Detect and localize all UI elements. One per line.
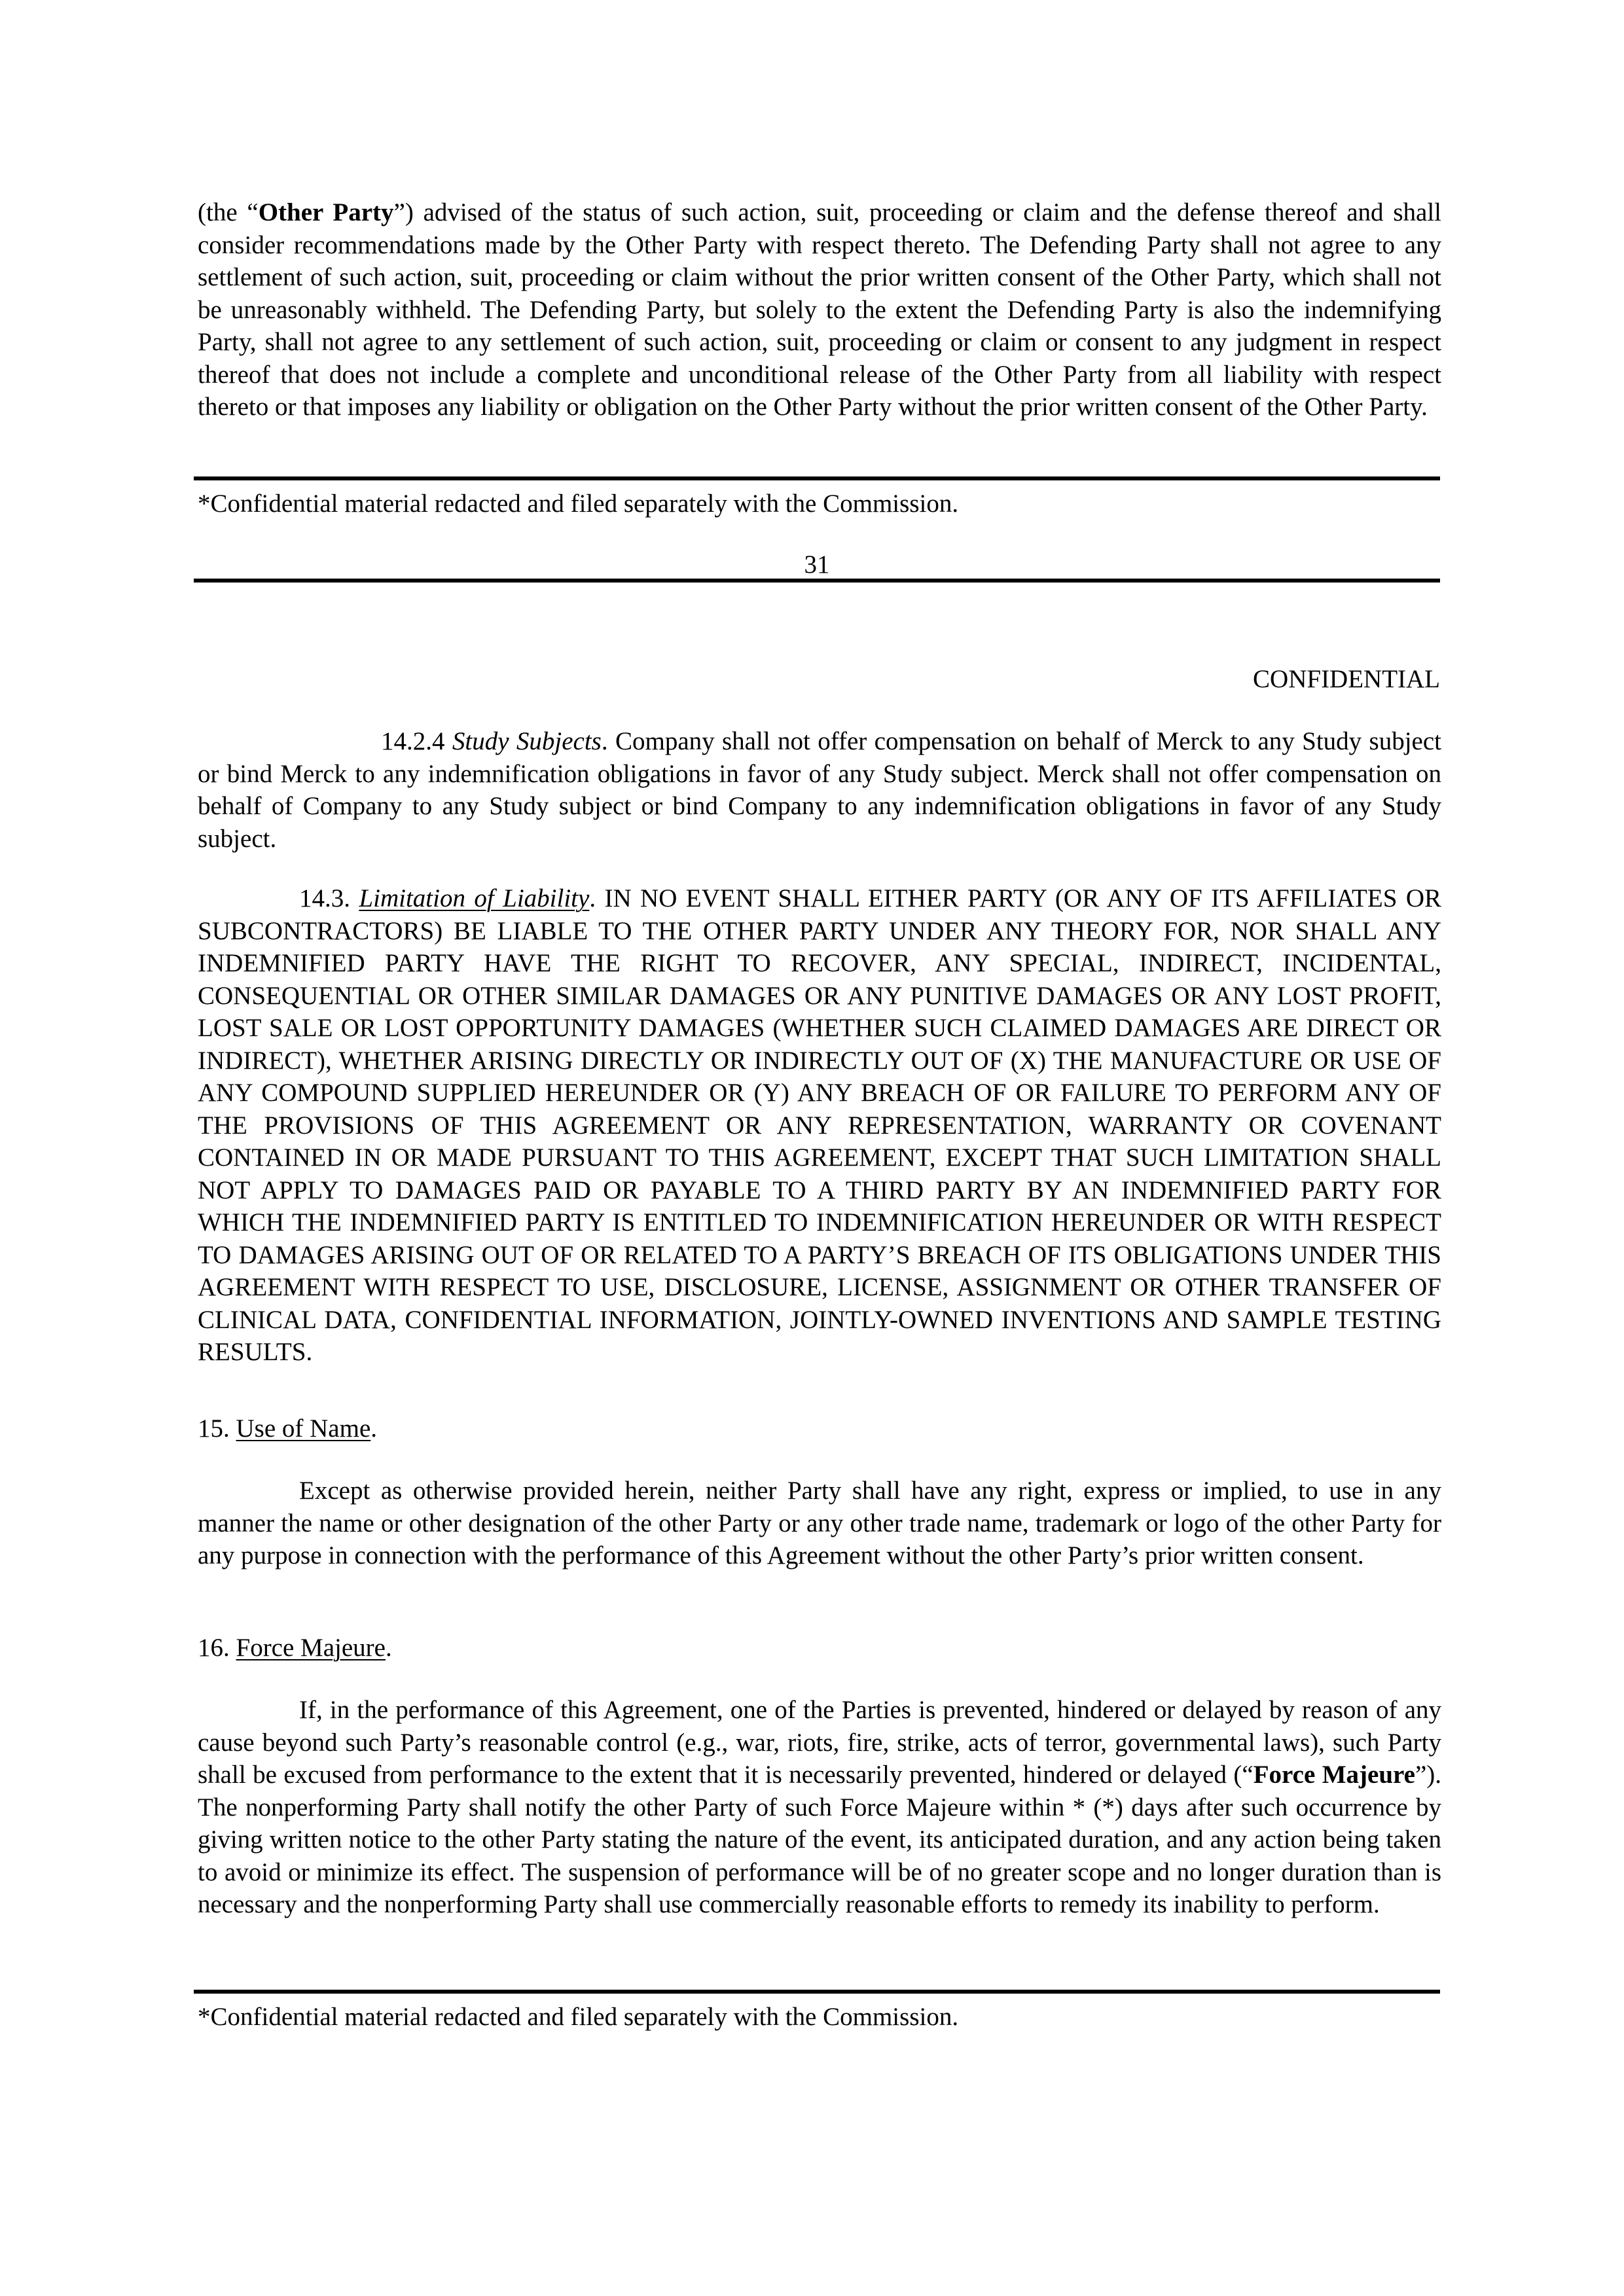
page-number: 31 — [804, 550, 830, 579]
section-number: 16. — [198, 1634, 236, 1662]
heading-period: . — [370, 1414, 378, 1443]
continued-paragraph — [198, 196, 1441, 423]
section-text: . Company shall not offer compensation on behalf of Merck to any Study subject or bind Merck to any indemnification obligations in favor of any Study subject. Merck shall not offer compensation on behalf of Company to any Study subject or bind Company to any indemnification obligations in favor of any Study subject. — [198, 727, 1442, 853]
footnote-separator-rule — [194, 476, 1440, 480]
text-run: If, in the performance of this Agreement, one of the Parties is prevented, hindered or delayed by reason of any cause beyond such Party’s reasonable control (e.g., war, riots, fire, strike, acts of terror, governmental laws), such Party shall be excused from performance to the extent that it is necessarily prevented, hindered or delayed (“ — [198, 1696, 1441, 1789]
footnote-2 — [198, 2001, 1441, 2034]
paragraph-limitation-of-liability — [198, 882, 1441, 1369]
text-run: (the “ — [198, 198, 259, 226]
section-16-heading — [198, 1632, 1441, 1664]
section-15-heading — [198, 1412, 1441, 1445]
section-number: 15. — [198, 1414, 236, 1443]
page-break-rule — [194, 579, 1440, 583]
section-title: Limitation of Liability — [359, 884, 590, 912]
section-15-body — [198, 1475, 1441, 1572]
section-title: Use of Name — [236, 1414, 371, 1443]
section-14-3 — [198, 882, 1441, 1369]
footnote — [198, 488, 1441, 520]
heading-period: . — [385, 1634, 392, 1662]
paragraph-other-party — [198, 196, 1441, 423]
footnote-text: *Confidential material redacted and filed separately with the Commission. — [198, 490, 959, 518]
section-number: 14.2.4 — [381, 727, 452, 755]
confidential-header: CONFIDENTIAL — [1253, 665, 1440, 693]
section-title: Study Subjects — [452, 727, 602, 755]
heading-force-majeure — [198, 1632, 1441, 1664]
footnote-text: *Confidential material redacted and filed separately with the Commission. — [198, 2003, 959, 2031]
paragraph-use-of-name: Except as otherwise provided herein, neither Party shall have any right, express or implied, to use in any manner the name or other designation of the other Party or any other trade name, trademark or logo of the other Party for any purpose in connection with the performance of this Agreement without the other Party’s prior written consent. — [198, 1477, 1441, 1570]
defined-term-force-majeure: Force Majeure — [1253, 1761, 1415, 1789]
paragraph-force-majeure — [198, 1694, 1441, 1921]
text-run: ”) advised of the status of such action, suit, proceeding or claim and the defense thereof and shall consider recommendations made by the Other Party with respect thereto. The Defending Party shall not agree to any settlement of such action, suit, proceeding or claim without the prior written consent of the Other Party, which shall not be unreasonably withheld. The Defending Party, but solely to the extent the Defending Party is also the indemnifying Party, shall not agree to any settlement of such action, suit, proceeding or claim or consent to any judgment in respect thereof that does not include a complete and unconditional release of the Other Party from all liability with respect thereto or that imposes any liability or obligation on the Other Party without the prior written consent of the Other Party. — [198, 198, 1441, 421]
defined-term-other-party: Other Party — [258, 198, 394, 226]
heading-use-of-name — [198, 1412, 1441, 1445]
section-text: . IN NO EVENT SHALL EITHER PARTY (OR ANY OF ITS AFFILIATES OR SUBCONTRACTORS) BE LIABLE TO THE OTHER PARTY UNDER ANY THEORY FOR, NOR SHALL ANY INDEMNIFIED PARTY HAVE THE RIGHT TO RECOVER, ANY SPECIAL, INDIRECT, INCIDENTAL, CONSEQUENTIAL OR OTHER SIMILAR DAMAGES OR ANY PUNITIVE DAMAGES OR ANY LOST PROFIT, LOST SALE OR LOST OPPORTUNITY DAMAGES (WHETHER SUCH CLAIMED DAMAGES ARE DIRECT OR INDIRECT), WHETHER ARISING DIRECTLY OR INDIRECTLY OUT OF (X) THE MANUFACTURE OR USE OF ANY COMPOUND SUPPLIED HEREUNDER OR (Y) ANY BREACH OF OR FAILURE TO PERFORM ANY OF THE PROVISIONS OF THIS AGREEMENT OR ANY REPRESENTATION, WARRANTY OR COVENANT CONTAINED IN OR MADE PURSUANT TO THIS AGREEMENT, EXCEPT THAT SUCH LIMITATION SHALL NOT APPLY TO DAMAGES PAID OR PAYABLE TO A THIRD PARTY BY AN INDEMNIFIED PARTY FOR WHICH THE INDEMNIFIED PARTY IS ENTITLED TO INDEMNIFICATION HEREUNDER OR WITH RESPECT TO DAMAGES ARISING OUT OF OR RELATED TO A PARTY’S BREACH OF ITS OBLIGATIONS UNDER THIS AGREEMENT WITH RESPECT TO USE, DISCLOSURE, LICENSE, ASSIGNMENT OR OTHER TRANSFER OF CLINICAL DATA, CONFIDENTIAL INFORMATION, JOINTLY-OWNED INVENTIONS AND SAMPLE TESTING RESULTS. — [198, 884, 1441, 1366]
section-number: 14.3. — [299, 884, 359, 912]
text-run: ”). The nonperforming Party shall notify the other Party of such Force Majeure within * (*) days after such occurrence by giving written notice to the other Party stating the nature of the event, its anticipated duration, and any action being taken to avoid or minimize its effect. The suspension of performance will be of no greater scope and no longer duration than is necessary and the nonperforming Party shall use commercially reasonable efforts to remedy its inability to perform. — [198, 1761, 1442, 1918]
section-16-body — [198, 1694, 1441, 1921]
paragraph-study-subjects — [198, 725, 1441, 855]
section-title: Force Majeure — [236, 1634, 386, 1662]
footnote-separator-rule-2 — [194, 1990, 1440, 1994]
section-14-2-4 — [198, 725, 1441, 855]
